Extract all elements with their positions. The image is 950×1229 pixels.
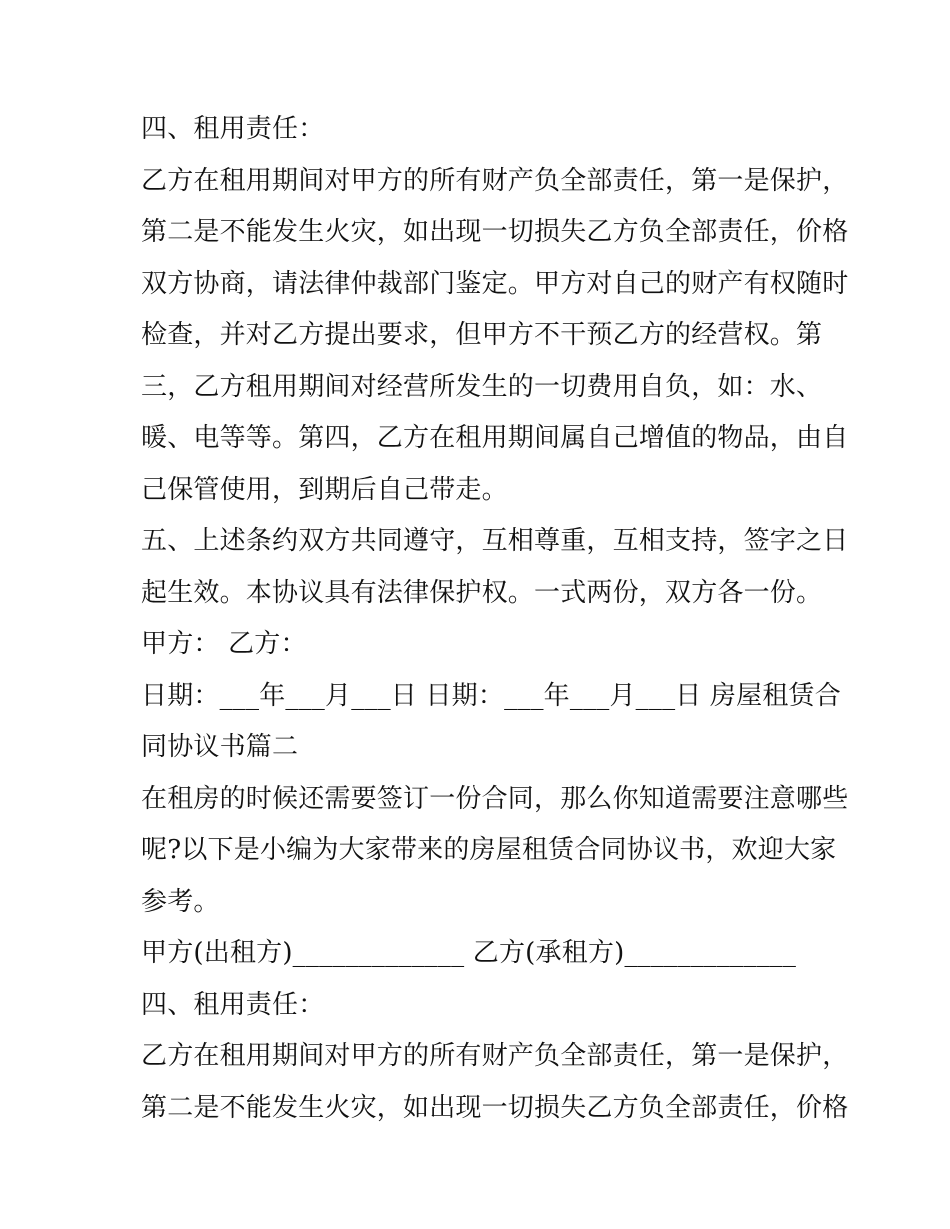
chapter-title: 同协议书篇二 bbox=[141, 732, 299, 762]
section-heading-4: 四、租用责任： bbox=[141, 114, 325, 144]
intro-line: 参考。 bbox=[141, 886, 220, 917]
document-body bbox=[141, 104, 849, 1134]
intro-line: 在租房的时候还需要签订一份合同，那么你知道需要注意哪些 bbox=[141, 783, 849, 814]
paragraph-line: 第二是不能发生火灾，如出现一切损失乙方负全部责任，价格 bbox=[141, 1092, 849, 1123]
section-heading-5: 五、上述条约双方共同遵守，互相尊重，互相支持，签字之日 bbox=[141, 526, 849, 556]
paragraph-line: 己保管使用，到期后自己带走。 bbox=[141, 474, 508, 505]
intro-line: 呢?以下是小编为大家带来的房屋租赁合同协议书，欢迎大家 bbox=[141, 835, 837, 865]
date-line: 日期：___年___月___日 日期：___年___月___日 房屋租赁合 bbox=[141, 680, 841, 711]
parties-line: 甲方(出租方)_____________ 乙方(承租方)_____________ bbox=[141, 938, 797, 968]
section-heading-4: 四、租用责任： bbox=[141, 989, 325, 1020]
signature-line: 甲方： 乙方： bbox=[141, 629, 307, 659]
paragraph-line: 乙方在租用期间对甲方的所有财产负全部责任，第一是保护， bbox=[141, 165, 849, 196]
paragraph-line: 乙方在租用期间对甲方的所有财产负全部责任，第一是保护， bbox=[141, 1041, 849, 1071]
paragraph-line: 检查，并对乙方提出要求，但甲方不干预乙方的经营权。第 bbox=[141, 320, 823, 350]
paragraph-line: 三，乙方租用期间对经营所发生的一切费用自负，如：水、 bbox=[141, 371, 823, 402]
paragraph-line: 暖、电等等。第四，乙方在租用期间属自己增值的物品，由自 bbox=[141, 423, 849, 453]
paragraph-line: 第二是不能发生火灾，如出现一切损失乙方负全部责任，价格 bbox=[141, 217, 849, 247]
paragraph-line: 起生效。本协议具有法律保护权。一式两份，双方各一份。 bbox=[141, 577, 823, 608]
paragraph-line: 双方协商，请法律仲裁部门鉴定。甲方对自己的财产有权随时 bbox=[141, 268, 849, 299]
